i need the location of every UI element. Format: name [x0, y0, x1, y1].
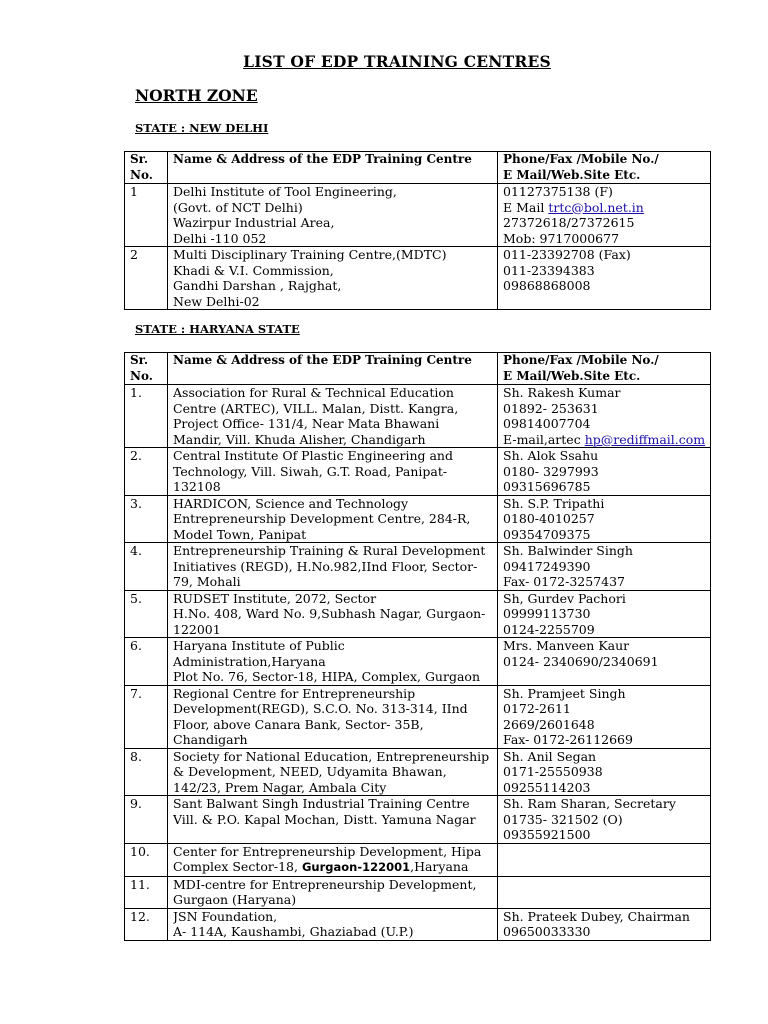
contact-cell: [498, 876, 711, 908]
contact-cell: 01127375138 (F) E Mail trtc@bol.net.in 27372618/27372615 Mob: 9717000677: [498, 184, 711, 247]
sr-header: Sr. No.: [125, 152, 168, 184]
sr-cell: 2.: [125, 448, 168, 496]
contact-header: Phone/Fax /Mobile No./ E Mail/Web.Site Etc.: [498, 353, 711, 385]
address-cell: Central Institute Of Plastic Engineering and Technology, Vill. Siwah, G.T. Road, Panipat- 132108: [168, 448, 498, 496]
table-header-row: [125, 353, 711, 385]
table-row: [125, 843, 711, 876]
zone-heading: NORTH ZONE: [135, 86, 258, 105]
address-cell: MDI-centre for Entrepreneurship Development, Gurgaon (Haryana): [168, 876, 498, 908]
bold-postal-text: Gurgaon-122001: [301, 860, 411, 874]
contact-header: Phone/Fax /Mobile No./ E Mail/Web.Site Etc.: [498, 152, 711, 184]
address-cell: Center for Entrepreneurship Development, Hipa Complex Sector-18, Gurgaon-122001,Haryana: [168, 843, 498, 876]
contact-cell: Sh. Ram Sharan, Secretary 01735- 321502 (O) 09355921500: [498, 796, 711, 844]
sr-cell: 10.: [125, 843, 168, 876]
state-heading-haryana: STATE : HARYANA STATE: [135, 322, 300, 336]
sr-cell: 3.: [125, 495, 168, 543]
contact-cell: Sh, Gurdev Pachori 09999113730 0124-2255709: [498, 590, 711, 638]
contact-cell: Sh. S.P. Tripathi 0180-4010257 09354709375: [498, 495, 711, 543]
table-row: [125, 908, 711, 940]
table-row: [125, 495, 711, 543]
document-title: LIST OF EDP TRAINING CENTRES: [243, 52, 551, 71]
contact-cell: Sh. Alok Ssahu 0180- 3297993 09315696785: [498, 448, 711, 496]
sr-cell: 1: [125, 184, 168, 247]
contact-cell: Sh. Balwinder Singh 09417249390 Fax- 0172-3257437: [498, 543, 711, 591]
table-row: [125, 247, 711, 310]
contact-cell: [498, 843, 711, 876]
table-row: [125, 796, 711, 844]
sr-cell: 1.: [125, 385, 168, 448]
table-header-row: [125, 152, 711, 184]
sr-cell: 9.: [125, 796, 168, 844]
address-cell: Haryana Institute of Public Administration,Haryana Plot No. 76, Sector-18, HIPA, Complex, Gurgaon: [168, 638, 498, 686]
contact-cell: Sh. Anil Segan 0171-25550938 09255114203: [498, 748, 711, 796]
address-cell: Society for National Education, Entrepreneurship & Development, NEED, Udyamita Bhawan, 142/23, Prem Nagar, Ambala City: [168, 748, 498, 796]
sr-cell: 8.: [125, 748, 168, 796]
address-cell: Regional Centre for Entrepreneurship Development(REGD), S.C.O. No. 313-314, IInd Floor, above Canara Bank, Sector- 35B, Chandigarh: [168, 685, 498, 748]
contact-cell: Sh. Pramjeet Singh 0172-2611 2669/2601648 Fax- 0172-26112669: [498, 685, 711, 748]
contact-cell: Sh. Rakesh Kumar 01892- 253631 09814007704 E-mail,artec hp@rediffmail.com: [498, 385, 711, 448]
name-header: Name & Address of the EDP Training Centre: [168, 152, 498, 184]
sr-cell: 6.: [125, 638, 168, 686]
sr-cell: 2: [125, 247, 168, 310]
delhi-table: [124, 151, 711, 310]
address-cell: Multi Disciplinary Training Centre,(MDTC) Khadi & V.I. Commission, Gandhi Darshan , Rajghat, New Delhi-02: [168, 247, 498, 310]
table-row: [125, 385, 711, 448]
table-row: [125, 590, 711, 638]
state-heading-delhi: STATE : NEW DELHI: [135, 121, 269, 135]
email-label: E-mail,artec: [503, 431, 585, 447]
table-row: [125, 638, 711, 686]
contact-cell: Mrs. Manveen Kaur 0124- 2340690/2340691: [498, 638, 711, 686]
address-cell: HARDICON, Science and Technology Entrepreneurship Development Centre, 284-R, Model Town, Panipat: [168, 495, 498, 543]
email-link[interactable]: hp@rediffmail.com: [584, 431, 706, 447]
name-header: Name & Address of the EDP Training Centre: [168, 353, 498, 385]
address-cell: Entrepreneurship Training & Rural Development Initiatives (REGD), H.No.982,IInd Floor, Sector- 79, Mohali: [168, 543, 498, 591]
sr-cell: 5.: [125, 590, 168, 638]
email-link[interactable]: trtc@bol.net.in: [548, 199, 644, 215]
contact-cell: Sh. Prateek Dubey, Chairman 09650033330: [498, 908, 711, 940]
sr-cell: 12.: [125, 908, 168, 940]
table-row: [125, 184, 711, 247]
table-row: [125, 685, 711, 748]
sr-cell: 7.: [125, 685, 168, 748]
haryana-table: [124, 352, 711, 941]
table-row: [125, 876, 711, 908]
sr-cell: 4.: [125, 543, 168, 591]
address-cell: Delhi Institute of Tool Engineering, (Govt. of NCT Delhi) Wazirpur Industrial Area, Delhi -110 052: [168, 184, 498, 247]
address-cell: Association for Rural & Technical Education Centre (ARTEC), VILL. Malan, Distt. Kangra, Project Office- 131/4, Near Mata Bhawani Mandir, Vill. Khuda Alisher, Chandigarh: [168, 385, 498, 448]
address-cell: RUDSET Institute, 2072, Sector H.No. 408, Ward No. 9,Subhash Nagar, Gurgaon- 122001: [168, 590, 498, 638]
table-row: [125, 448, 711, 496]
table-row: [125, 748, 711, 796]
address-cell: Sant Balwant Singh Industrial Training Centre Vill. & P.O. Kapal Mochan, Distt. Yamuna Nagar: [168, 796, 498, 844]
email-label: E Mail: [503, 199, 549, 215]
sr-header: Sr. No.: [125, 353, 168, 385]
table-row: [125, 543, 711, 591]
address-cell: JSN Foundation, A- 114A, Kaushambi, Ghaziabad (U.P.): [168, 908, 498, 940]
sr-cell: 11.: [125, 876, 168, 908]
contact-cell: 011-23392708 (Fax) 011-23394383 09868868008: [498, 247, 711, 310]
